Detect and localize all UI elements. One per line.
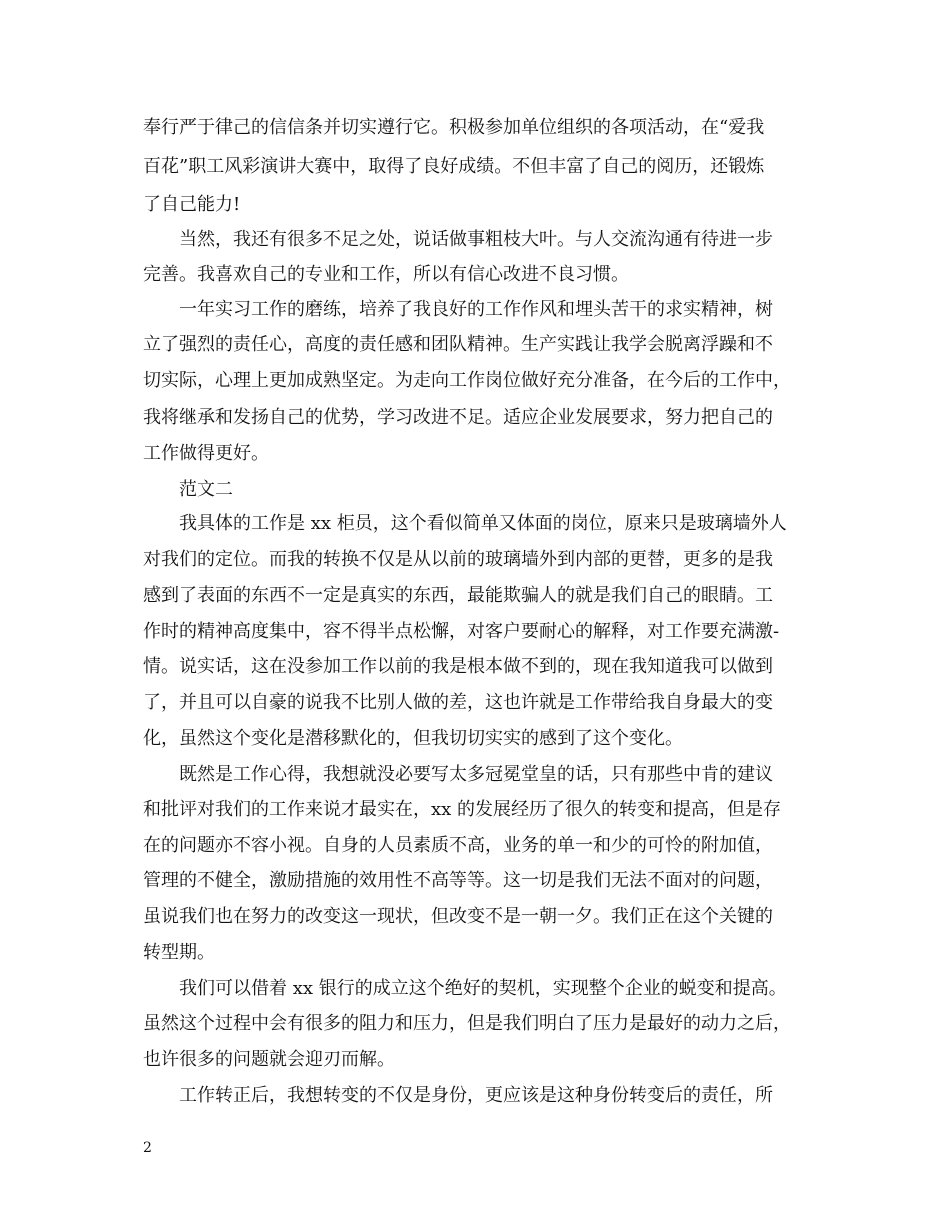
text-line: 对我们的定位。而我的转换不仅是从以前的玻璃墙外到内部的更替，更多的是我 bbox=[143, 549, 773, 570]
page-number: 2 bbox=[143, 1140, 152, 1156]
text-line: 了自己能力! bbox=[143, 194, 241, 215]
text-line: 管理的不健全，激励措施的效用性不高等等。这一切是我们无法不面对的问题， bbox=[143, 870, 773, 891]
text-line: 完善。我喜欢自己的专业和工作，所以有信心改进不良习惯。 bbox=[143, 264, 629, 285]
text-line: 在的问题亦不容小视。自身的人员素质不高，业务的单一和少的可怜的附加值， bbox=[143, 835, 773, 856]
text-line: 既然是工作心得，我想就没必要写太多冠冕堂皇的话，只有那些中肯的建议 bbox=[179, 764, 773, 785]
text-line: 也许很多的问题就会迎刃而解。 bbox=[143, 1049, 395, 1070]
section-heading: 范文二 bbox=[179, 479, 233, 500]
text-line: 情。说实话，这在没参加工作以前的我是根本做不到的，现在我知道我可以做到 bbox=[143, 656, 773, 677]
text-line: 一年实习工作的磨练，培养了我良好的工作作风和埋头苦干的求实精神，树 bbox=[179, 299, 773, 320]
text-line: 我将继承和发扬自己的优势，学习改进不足。适应企业发展要求，努力把自己的 bbox=[143, 407, 773, 428]
text-line: 感到了表面的东西不一定是真实的东西，最能欺骗人的就是我们自己的眼睛。工 bbox=[143, 585, 773, 606]
text-line: 立了强烈的责任心，高度的责任感和团队精神。生产实践让我学会脱离浮躁和不 bbox=[143, 334, 773, 355]
text-line: 虽说我们也在努力的改变这一现状，但改变不是一朝一夕。我们正在这个关键的 bbox=[143, 906, 773, 927]
text-line: 和批评对我们的工作来说才最实在，xx 的发展经历了很久的转变和提高，但是存 bbox=[143, 799, 782, 820]
text-line: 切实际，心理上更加成熟坚定。为走向工作岗位做好充分准备，在今后的工作中， bbox=[143, 370, 791, 391]
text-line: 工作做得更好。 bbox=[143, 443, 269, 464]
text-line: 奉行严于律己的信信条并切实遵行它。积极参加单位组织的各项活动，在“爱我 bbox=[143, 117, 765, 138]
text-line: 虽然这个过程中会有很多的阻力和压力，但是我们明白了压力是最好的动力之后， bbox=[143, 1013, 791, 1034]
text-line: 我具体的工作是 xx 柜员，这个看似简单又体面的岗位，原来只是玻璃墙外人 bbox=[179, 513, 787, 534]
text-line: 转型期。 bbox=[143, 942, 215, 963]
text-line: 百花”职工风彩演讲大赛中，取得了良好成绩。不但丰富了自己的阅历，还锻炼 bbox=[143, 156, 765, 177]
text-line: 了，并且可以自豪的说我不比别人做的差，这也许就是工作带给我自身最大的变 bbox=[143, 692, 773, 713]
text-line: 化，虽然这个变化是潜移默化的，但我切切实实的感到了这个变化。 bbox=[143, 728, 683, 749]
text-line: 当然，我还有很多不足之处，说话做事粗枝大叶。与人交流沟通有待进一步 bbox=[179, 229, 773, 250]
text-line: 作时的精神高度集中，容不得半点松懈，对客户要耐心的解释，对工作要充满激- bbox=[143, 621, 780, 642]
text-line: 我们可以借着 xx 银行的成立这个绝好的契机，实现整个企业的蜕变和提高。 bbox=[179, 978, 787, 999]
text-line: 工作转正后，我想转变的不仅是身份，更应该是这种身份转变后的责任，所 bbox=[179, 1085, 773, 1106]
